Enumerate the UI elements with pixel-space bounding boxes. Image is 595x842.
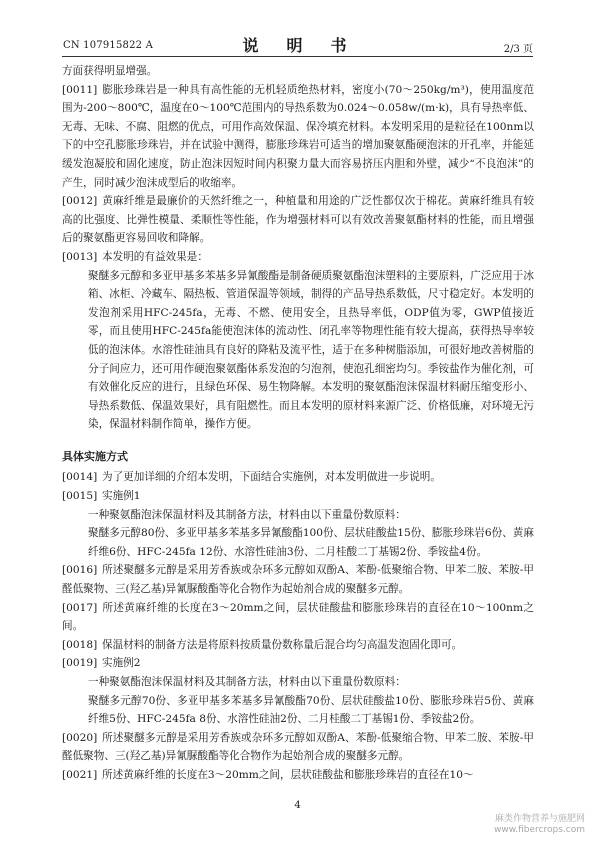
paragraph-number: [0021] — [62, 768, 98, 781]
section-heading: 具体实施方式 — [62, 449, 128, 463]
header-rule — [62, 56, 533, 57]
numbered-paragraph — [62, 468, 534, 487]
paragraph-text: 聚醚多元醇70份、多亚甲基多苯基多异氰酸酯70份、层状硅酸盐10份、膨胀珍珠岩5份、黄麻纤维5份、HFC-245fa 8份、水溶性硅油2份、二月桂酸二丁基锡1份、季铵盐2份。 — [88, 694, 534, 726]
paragraph-text: 方面获得明显增强。 — [62, 65, 158, 77]
paragraph-text: 保温材料的制备方法是将原料按质量份数称量后混合均匀高温发泡固化即可。 — [102, 638, 463, 651]
numbered-paragraph — [62, 599, 534, 636]
paragraph-text: 聚醚多元醇和多亚甲基多苯基多异氰酸酯是制备硬质聚氨酯泡沫塑料的主要原料，广泛应用于冰箱、冰柜、冷藏车、隔热板、管道保温等领域，制得的产品导热系数低，尺寸稳定好。本发明的发泡剂采用HFC-245fa，无毒、不燃、使用安全，且热导率低，ODP值为零，GWP值接近零，而且使用HFC-245fa能使泡沫体的流动性、闭孔率等物理性能有较大提高，获得热导率较低的泡沫体。水溶性硅油具有良好的降粘及流平性，适于在多种树脂添加，可很好地改善树脂的分子间应力，还可用作硬泡聚氨酯体系发泡的匀泡剂，使泡孔细密均匀。季铵盐作为催化剂，可有效催化反应的进行，且绿色环保、易生物降解。本发明的聚氨酯泡沫保温材料耐压缩变形小、导热系数低、保温效果好，具有阻燃性。而且本发明的原材料来源广泛、价格低廉，对环境无污染，保温材料制作简单，操作方便。 — [88, 269, 534, 431]
numbered-paragraph — [62, 654, 534, 673]
paragraph-text: 聚醚多元醇80份、多亚甲基多苯基多异氰酸酯100份、层状硅酸盐15份、膨胀珍珠岩6份、黄麻纤维6份、HFC-245fa 12份、水溶性硅油3份、二月桂酸二丁基锡2份、季铵盐4份。 — [88, 527, 534, 558]
paragraph-text: 为了更加详细的介绍本发明，下面结合实施例，对本发明做进一步说明。 — [102, 471, 441, 484]
paragraph — [62, 62, 534, 81]
document-title: 说 明 书 — [242, 36, 353, 55]
paragraph — [62, 524, 534, 561]
paragraph-text: 所述黄麻纤维的长度在3～20mm之间，层状硅酸盐和膨胀珍珠岩的直径在10～100nm之间。 — [62, 601, 534, 633]
patent-number: CN 107915822 A — [63, 40, 154, 51]
watermark — [494, 814, 585, 836]
paragraph-number: [0012] — [62, 195, 98, 208]
numbered-paragraph — [62, 192, 534, 248]
numbered-paragraph — [62, 561, 534, 598]
numbered-paragraph — [62, 766, 534, 785]
page-number: 4 — [294, 800, 301, 811]
watermark-url: www.fibercrops.com — [494, 825, 585, 835]
watermark-site-name: 麻类作物营养与施肥网 — [494, 814, 585, 824]
page-ratio: 2/3 页 — [503, 44, 533, 55]
numbered-paragraph — [62, 81, 534, 193]
numbered-paragraph — [62, 248, 534, 267]
paragraph-text: 一种聚氨酯泡沫保温材料及其制备方法，材料由以下重量份数原料： — [88, 508, 406, 521]
paragraph-text: 黄麻纤维是最廉价的天然纤维之一，种植量和用途的广泛性都仅次于棉花。黄麻纤维具有较高的比强度、比弹性模量、柔顺性等性能，作为增强材料可以有效改善聚氨酯材料的性能，而且增强后的聚氨酯更容易回收和降解。 — [62, 195, 534, 245]
paragraph-number: [0014] — [62, 471, 98, 484]
paragraph — [62, 267, 534, 434]
paragraph-text: 所述黄麻纤维的长度在3～20mm之间，层状硅酸盐和膨胀珍珠岩的直径在10～ — [102, 768, 474, 781]
paragraph-text: 所述聚醚多元醇是采用芳香族或杂环多元醇如双酚A、苯酚-低聚缩合物、甲苯二胺、苯胺-甲醛低聚物、三(羟乙基)异氰脲酸酯等化合物作为起始剂合成的聚醚多元醇。 — [62, 564, 534, 596]
paragraph-number: [0018] — [62, 638, 98, 651]
paragraph-text: 实施例2 — [102, 657, 141, 670]
paragraph-text: 膨胀珍珠岩是一种具有高性能的无机轻质绝热材料，密度小(70～250kg/m³)，使用温度范围为-200～800℃，温度在0～100℃范围内的导热系数为0.024～0.058w/(m·k)，具有导热率低、无毒、无味、不腐、阻燃的优点，可用作高效保温、保冷填充材料。本发明采用的是粒径在100nm以下的中空孔膨胀珍珠岩，并在试验中测得，膨胀珍珠岩可适当的增加聚氨酯硬泡沫的开孔率，并能延缓发泡凝胶和固化速度，防止泡沫因短时间内积聚力量大而容易挤压内胆和外壁，减少“不良泡沫”的产生，同时减少泡沫成型后的收缩率。 — [62, 83, 534, 189]
document-body — [62, 62, 534, 785]
paragraph-number: [0011] — [62, 83, 98, 96]
paragraph-text: 实施例1 — [102, 490, 141, 503]
paragraph-number: [0019] — [62, 657, 98, 670]
paragraph-number: [0020] — [62, 731, 98, 744]
paragraph-number: [0013] — [62, 250, 98, 263]
paragraph-text: 本发明的有益效果是： — [102, 250, 208, 263]
paragraph-text: 所述聚醚多元醇是采用芳香族或杂环多元醇如双酚A、苯酚-低聚缩合物、甲苯二胺、苯胺-甲醛低聚物、三(羟乙基)异氰脲酸酯等化合物作为起始剂合成的聚醚多元醇。 — [62, 731, 534, 763]
paragraph-number: [0015] — [62, 490, 98, 503]
numbered-paragraph — [62, 487, 534, 506]
paragraph — [62, 692, 534, 729]
paragraph-number: [0016] — [62, 564, 98, 577]
paragraph-number: [0017] — [62, 601, 98, 614]
numbered-paragraph — [62, 636, 534, 655]
paragraph — [62, 673, 534, 692]
paragraph-text: 一种聚氨酯泡沫保温材料及其制备方法，材料由以下重量份数原料： — [88, 676, 406, 688]
paragraph — [62, 506, 534, 525]
numbered-paragraph — [62, 729, 534, 766]
page-header — [0, 0, 595, 60]
